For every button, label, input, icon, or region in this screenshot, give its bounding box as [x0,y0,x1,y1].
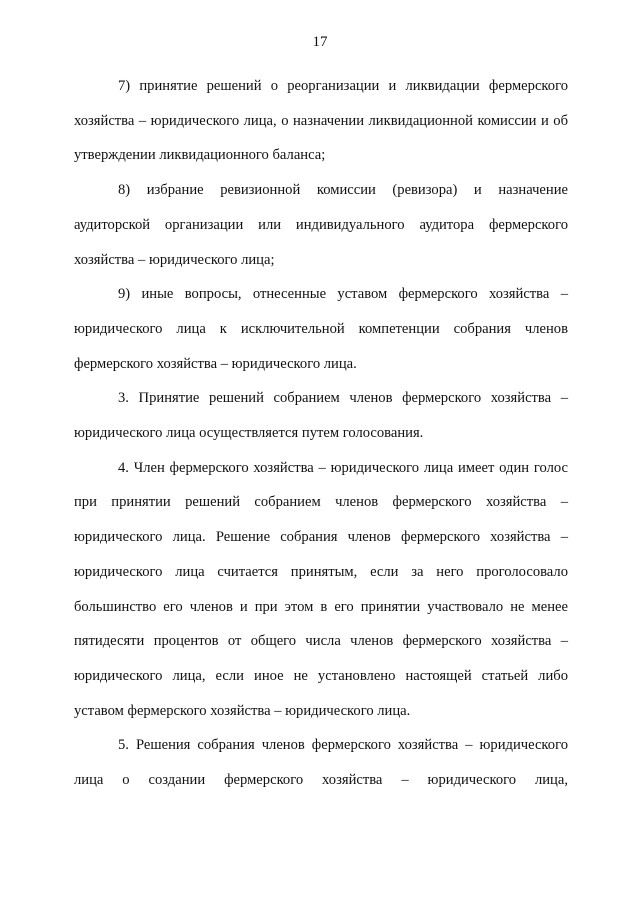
page-number: 17 [312,34,328,50]
paragraph-section-3: 3. Принятие решений собранием членов фермерского хозяйства – юридического лица осуществляется путем голосования. [74,390,568,442]
document-body [74,69,568,798]
paragraph-section-4: 4. Член фермерского хозяйства – юридического лица имеет один голос при принятии решений собранием членов фермерского хозяйства – юридического лица. Решение собрания членов фермерского хозяйства – юридического лица считается принятым, если за него проголосовало большинство его членов и при этом в его принятии участвовало не менее пятидесяти процентов от общего числа членов фермерского хозяйства – юридического лица, если иное не установлено настоящей статьей либо уставом фермерского хозяйства – юридического лица. [74,459,568,719]
paragraph-item-7: 7) принятие решений о реорганизации и ликвидации фермерского хозяйства – юридического лица, о назначении ликвидационной комиссии и об утверждении ликвидационного баланса; [74,78,568,164]
paragraph-section-5: 5. Решения собрания членов фермерского хозяйства – юридического лица о создании фермерского хозяйства – юридического лица, [74,737,568,789]
paragraph-item-8: 8) избрание ревизионной комиссии (ревизора) и назначение аудиторской организации или индивидуального аудитора фермерского хозяйства – юридического лица; [74,182,568,268]
paragraph-item-9: 9) иные вопросы, отнесенные уставом фермерского хозяйства – юридического лица к исключительной компетенции собрания членов фермерского хозяйства – юридического лица. [74,286,568,372]
